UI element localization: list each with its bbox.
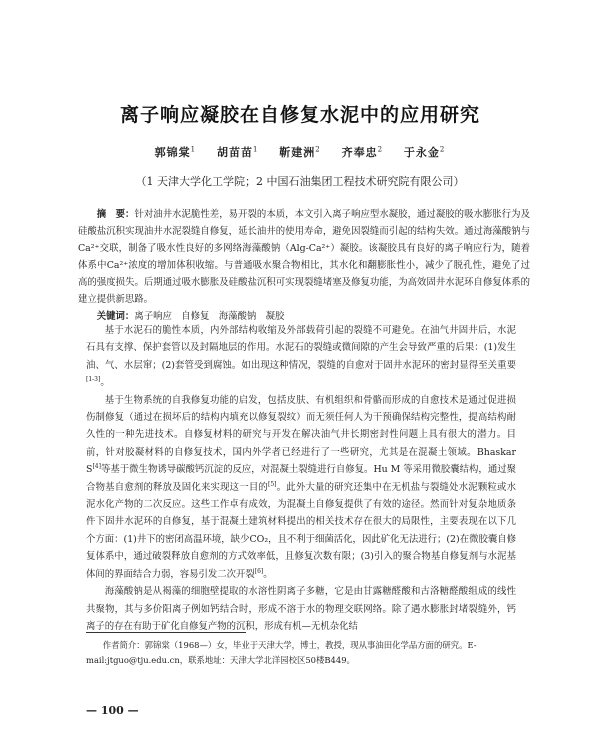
author-footnote: 作者简介：郭锦棠（1968—）女，毕业于天津大学，博士，教授，现从事油田化学品方面的研究。E-mail:jtguo@tju.edu.cn，联系地址：天津大学北洋园校区50楼B449。 (86, 640, 477, 665)
body-text (86, 322, 516, 635)
paragraph-text: 。 (263, 568, 273, 580)
author-4 (342, 146, 383, 159)
affiliation: （1 天津大学化工学院；2 中国石油集团工程技术研究院有限公司） (135, 175, 465, 188)
paragraph-text: 基于水泥石的脆性本质，内外部结构收缩及外部载荷引起的裂缝不可避免。在油气井固井后，水泥石具有支撑、保护套管以及封隔地层的作用。水泥石的裂缝或微间隙的产生会导致严重的后果：(1)发生油、气、水层窜；(2)套管受到腐蚀。如出现这种情况，裂缝的自愈对于固井水泥环的密封显得至关重要 (86, 325, 516, 371)
author-3 (279, 146, 320, 159)
author-1 (155, 146, 196, 159)
author-affil-mark: 2 (315, 145, 321, 154)
author-name: 靳建洲 (279, 146, 316, 159)
author-name: 齐奉忠 (341, 146, 378, 159)
paragraph-text: 海藻酸钠是从褐藻的细胞壁提取的水溶性阴离子多糖，它是由甘露糖醛酸和古洛糖醛酸组成的线性共聚物，其与多价阳离子例如钙结合时，形成不溶于水的物理交联网络。除了遇水膨胀封堵裂缝外，钙离子的存在有助于矿化自修复产物的沉积，形成有机—无机杂化结 (86, 586, 516, 632)
author-2 (217, 146, 258, 159)
body-paragraph-2 (86, 392, 516, 583)
citation-ref: [4] (92, 463, 101, 471)
author-name: 郭锦棠 (154, 146, 191, 159)
author-affil-mark: 2 (377, 145, 384, 154)
footnote-divider (86, 632, 246, 633)
keywords-text: 离子响应 自修复 海藻酸钠 凝胶 (134, 311, 285, 322)
paper-title: 离子响应凝胶在自修复水泥中的应用研究 (119, 104, 480, 126)
paragraph-text: 。此外大量的研究还集中在无机盐与裂缝处水泥颗粒或水泥水化产物的二次反应。这些工作卓有成效，为混凝土自修复提供了有效的途径。然而针对复杂地质条件下固井水泥环的自修复，基于混凝土建筑材料提出的相关技术存在很大的局限性，主要表现在以下几个方面：(1)井下的密闭高温环境，缺少CO₂，且不利于细菌活化，因此矿化无法进行；(2)在微胶囊自修复体系中，通过破裂释放自愈剂的方式效率低，且修复次数有限；(3)引入的聚合物基自修复剂与水泥基体间的界面结合力弱，容易引发二次开裂 (86, 481, 516, 580)
citation-ref: [6] (254, 567, 264, 575)
keywords-label: 关键词： (96, 311, 135, 322)
author-name: 胡苗苗 (216, 146, 253, 159)
abstract-text: 针对油井水泥脆性差，易开裂的本质，本文引入离子响应型水凝胶，通过凝胶的吸水膨胀行为及硅酸盐沉积实现油井水泥裂缝自修复，延长油井的使用寿命，避免因裂缝而引起的结构失效。通过海藻酸钠与Ca²⁺交联，制备了吸水性良好的多网络海藻酸钠（Alg-Ca²⁺）凝胶。该凝胶具有良好的离子响应行为，随着体系中Ca²⁺浓度的增加体积收缩。与普通吸水聚合物相比，其水化和翻膨胀性小，减少了脱孔性，避免了过高的强度损失。后期通过吸水膨胀及硅酸盐沉积可实现裂缝堵塞及修复功能，为高效固井水泥环自修复体系的建立提供新思路。 (78, 209, 530, 305)
paragraph-text: 。 (100, 377, 110, 389)
author-name: 于永金 (403, 146, 440, 159)
body-paragraph-1 (86, 322, 516, 392)
paragraph-text: 基于生物系统的自我修复功能的启发，包括皮肤、有机组织和骨骼而形成的自愈技术是通过促进损伤制修复（通过在损坏后的结构内填充以修复裂纹）而无须任何人为干预确保结构完整性，提高结构耐久性的一种先进技术。自修复材料的研究与开发在解决油气井长期密封性问题上具有很大的潜力。目前，针对胶凝材料的自修复技术，国内外学者已经进行了一些研究，尤其是在混凝土领域。Bhaskar S (86, 394, 516, 476)
abstract-paragraph (78, 206, 530, 308)
page-number: — 100 — (86, 704, 139, 717)
author-list (0, 144, 600, 160)
author-affil-mark: 2 (439, 145, 446, 154)
body-paragraph-3 (86, 583, 516, 635)
citation-ref: [5] (268, 480, 277, 488)
author-affil-mark: 1 (190, 145, 197, 154)
abstract-block (78, 206, 530, 325)
citation-ref: [1-3] (86, 376, 101, 384)
paragraph-text: 等基于微生物诱导碳酸钙沉淀的反应，对混凝土裂缝进行自修复。Hu M 等采用微胶囊结构，通过聚合物基自愈剂的释放及固化来实现这一目的 (86, 464, 516, 493)
abstract-label: 摘 要： (96, 209, 135, 220)
author-affil-mark: 1 (252, 145, 259, 154)
author-5 (404, 146, 445, 159)
